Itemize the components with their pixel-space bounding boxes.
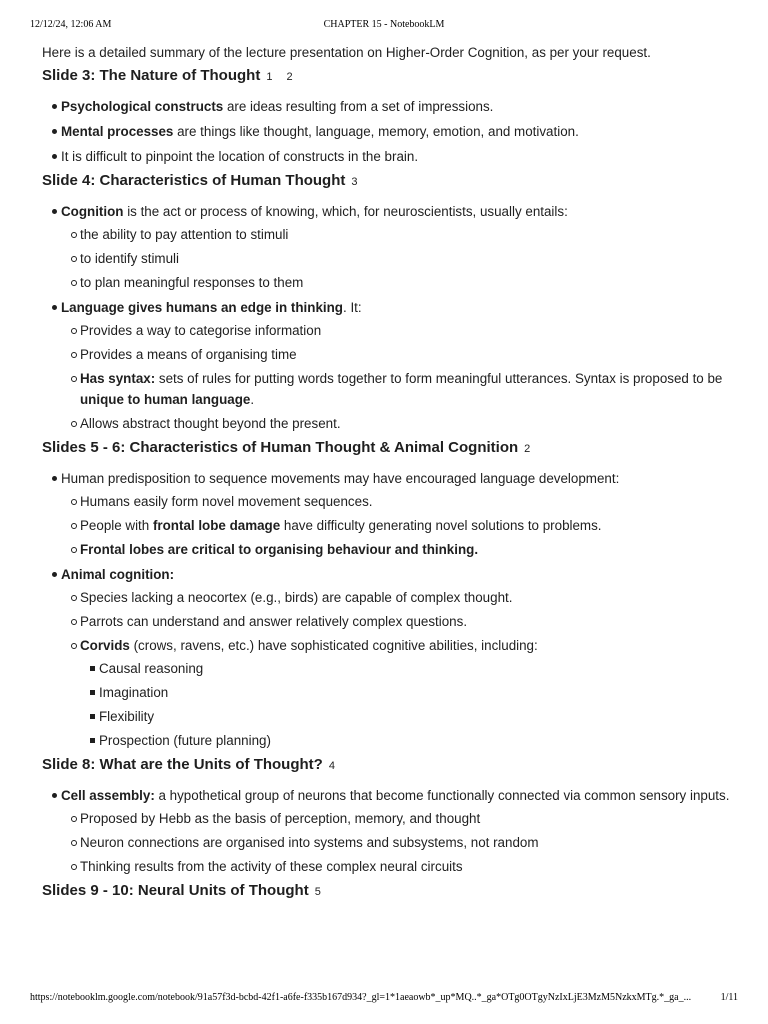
notebook-content bbox=[42, 44, 732, 902]
sub-sub-item: Causal reasoning bbox=[80, 658, 732, 679]
citation-marker[interactable]: 2 bbox=[524, 443, 531, 455]
print-footer bbox=[30, 992, 738, 1006]
bold-term: Mental processes bbox=[61, 124, 174, 139]
item-text: are ideas resulting from a set of impressions. bbox=[223, 99, 494, 114]
sub-item: Provides a way to categorise information bbox=[61, 320, 732, 341]
list-item bbox=[42, 564, 732, 751]
heading-slide-4 bbox=[42, 171, 732, 192]
sub-item bbox=[61, 635, 732, 751]
item-text: is the act or process of knowing, which, for neuroscientists, usually entails: bbox=[123, 204, 568, 219]
list-item bbox=[42, 96, 732, 117]
print-datetime: 12/12/24, 12:06 AM bbox=[30, 19, 112, 30]
bold-term: Frontal lobes are critical to organising behaviour and thinking. bbox=[80, 542, 479, 557]
bold-term: Corvids bbox=[80, 638, 130, 653]
item-text: have difficulty generating novel solutions to problems. bbox=[280, 518, 602, 533]
sub-item: Provides a means of organising time bbox=[61, 344, 732, 365]
bold-term: Language gives humans an edge in thinking bbox=[61, 300, 343, 315]
list-item bbox=[42, 468, 732, 560]
bullet-list bbox=[42, 785, 732, 877]
bold-term: Animal cognition: bbox=[61, 567, 175, 582]
item-text: It is difficult to pinpoint the location of constructs in the brain. bbox=[61, 149, 419, 164]
sub-item: Humans easily form novel movement sequences. bbox=[61, 491, 732, 512]
sub-list bbox=[61, 491, 732, 560]
sub-item: Neuron connections are organised into systems and subsystems, not random bbox=[61, 832, 732, 853]
list-item bbox=[42, 297, 732, 434]
sub-item: Parrots can understand and answer relatively complex questions. bbox=[61, 611, 732, 632]
list-item bbox=[42, 201, 732, 293]
sub-item: Thinking results from the activity of these complex neural circuits bbox=[61, 856, 732, 877]
sub-list bbox=[61, 808, 732, 877]
heading-slide-4-text: Slide 4: Characteristics of Human Thought bbox=[42, 172, 346, 189]
citation-marker[interactable]: 3 bbox=[351, 176, 358, 188]
heading-slide-3 bbox=[42, 66, 732, 87]
sub-item bbox=[61, 515, 732, 536]
sub-sub-item: Flexibility bbox=[80, 706, 732, 727]
sub-list bbox=[61, 587, 732, 751]
heading-slide-8 bbox=[42, 755, 732, 776]
item-text: a hypothetical group of neurons that become functionally connected via common sensory inputs. bbox=[154, 788, 730, 803]
bullet-list bbox=[42, 468, 732, 751]
sub-item: Species lacking a neocortex (e.g., birds) are capable of complex thought. bbox=[61, 587, 732, 608]
sub-item: Allows abstract thought beyond the present. bbox=[61, 413, 732, 434]
bullet-list bbox=[42, 96, 732, 167]
item-text: People with bbox=[80, 518, 153, 533]
list-item bbox=[42, 785, 732, 877]
item-text: . bbox=[250, 392, 255, 407]
sub-item: to plan meaningful responses to them bbox=[61, 272, 732, 293]
sub-sub-item: Prospection (future planning) bbox=[80, 730, 732, 751]
bold-term: Psychological constructs bbox=[61, 99, 224, 114]
sub-item bbox=[61, 539, 732, 560]
sub-sub-item: Imagination bbox=[80, 682, 732, 703]
sub-item bbox=[61, 368, 732, 410]
heading-slides-5-6 bbox=[42, 438, 732, 459]
heading-slides-9-10 bbox=[42, 881, 732, 902]
sub-item: Proposed by Hebb as the basis of perception, memory, and thought bbox=[61, 808, 732, 829]
bold-term: Cell assembly: bbox=[61, 788, 155, 803]
heading-slide-3-text: Slide 3: The Nature of Thought bbox=[42, 67, 261, 84]
bold-term: Cognition bbox=[61, 204, 124, 219]
sub-item: the ability to pay attention to stimuli bbox=[61, 224, 732, 245]
heading-slides-5-6-text: Slides 5 - 6: Characteristics of Human Thought & Animal Cognition bbox=[42, 439, 519, 456]
item-text: are things like thought, language, memory, emotion, and motivation. bbox=[173, 124, 579, 139]
list-item bbox=[42, 121, 732, 142]
item-text: Human predisposition to sequence movements may have encouraged language development: bbox=[61, 471, 620, 486]
sub-sub-list bbox=[80, 658, 732, 751]
bold-term: Has syntax: bbox=[80, 371, 156, 386]
sub-list bbox=[61, 224, 732, 293]
sub-list bbox=[61, 320, 732, 434]
print-title: CHAPTER 15 - NotebookLM bbox=[323, 19, 445, 30]
intro-text: Here is a detailed summary of the lecture presentation on Higher-Order Cognition, as per your request. bbox=[42, 45, 651, 60]
item-text: (crows, ravens, etc.) have sophisticated cognitive abilities, including: bbox=[129, 638, 538, 653]
citation-marker[interactable]: 5 bbox=[314, 886, 321, 898]
item-text: . It: bbox=[343, 300, 362, 315]
heading-slides-9-10-text: Slides 9 - 10: Neural Units of Thought bbox=[42, 882, 309, 899]
bold-term: frontal lobe damage bbox=[152, 518, 281, 533]
list-item bbox=[42, 146, 732, 167]
sub-item: to identify stimuli bbox=[61, 248, 732, 269]
citation-marker[interactable]: 1 bbox=[266, 71, 273, 83]
heading-slide-8-text: Slide 8: What are the Units of Thought? bbox=[42, 756, 323, 773]
print-header bbox=[30, 19, 738, 33]
item-text: sets of rules for putting words together to form meaningful utterances. Syntax is proposed to be bbox=[155, 371, 723, 386]
citation-marker[interactable]: 4 bbox=[328, 760, 335, 772]
bullet-list bbox=[42, 201, 732, 434]
citation-marker[interactable]: 2 bbox=[286, 71, 293, 83]
bold-term: unique to human language bbox=[80, 392, 251, 407]
print-url: https://notebooklm.google.com/notebook/91a57f3d-bcbd-42f1-a6fe-f335b167d934?_gl=1*1aeaowb*_up*MQ..*_ga*OTg0OTgyNzIxLjE3MzM5NzkxMTg.*_ga_... bbox=[30, 992, 692, 1003]
page-number: 1/11 bbox=[720, 992, 738, 1003]
